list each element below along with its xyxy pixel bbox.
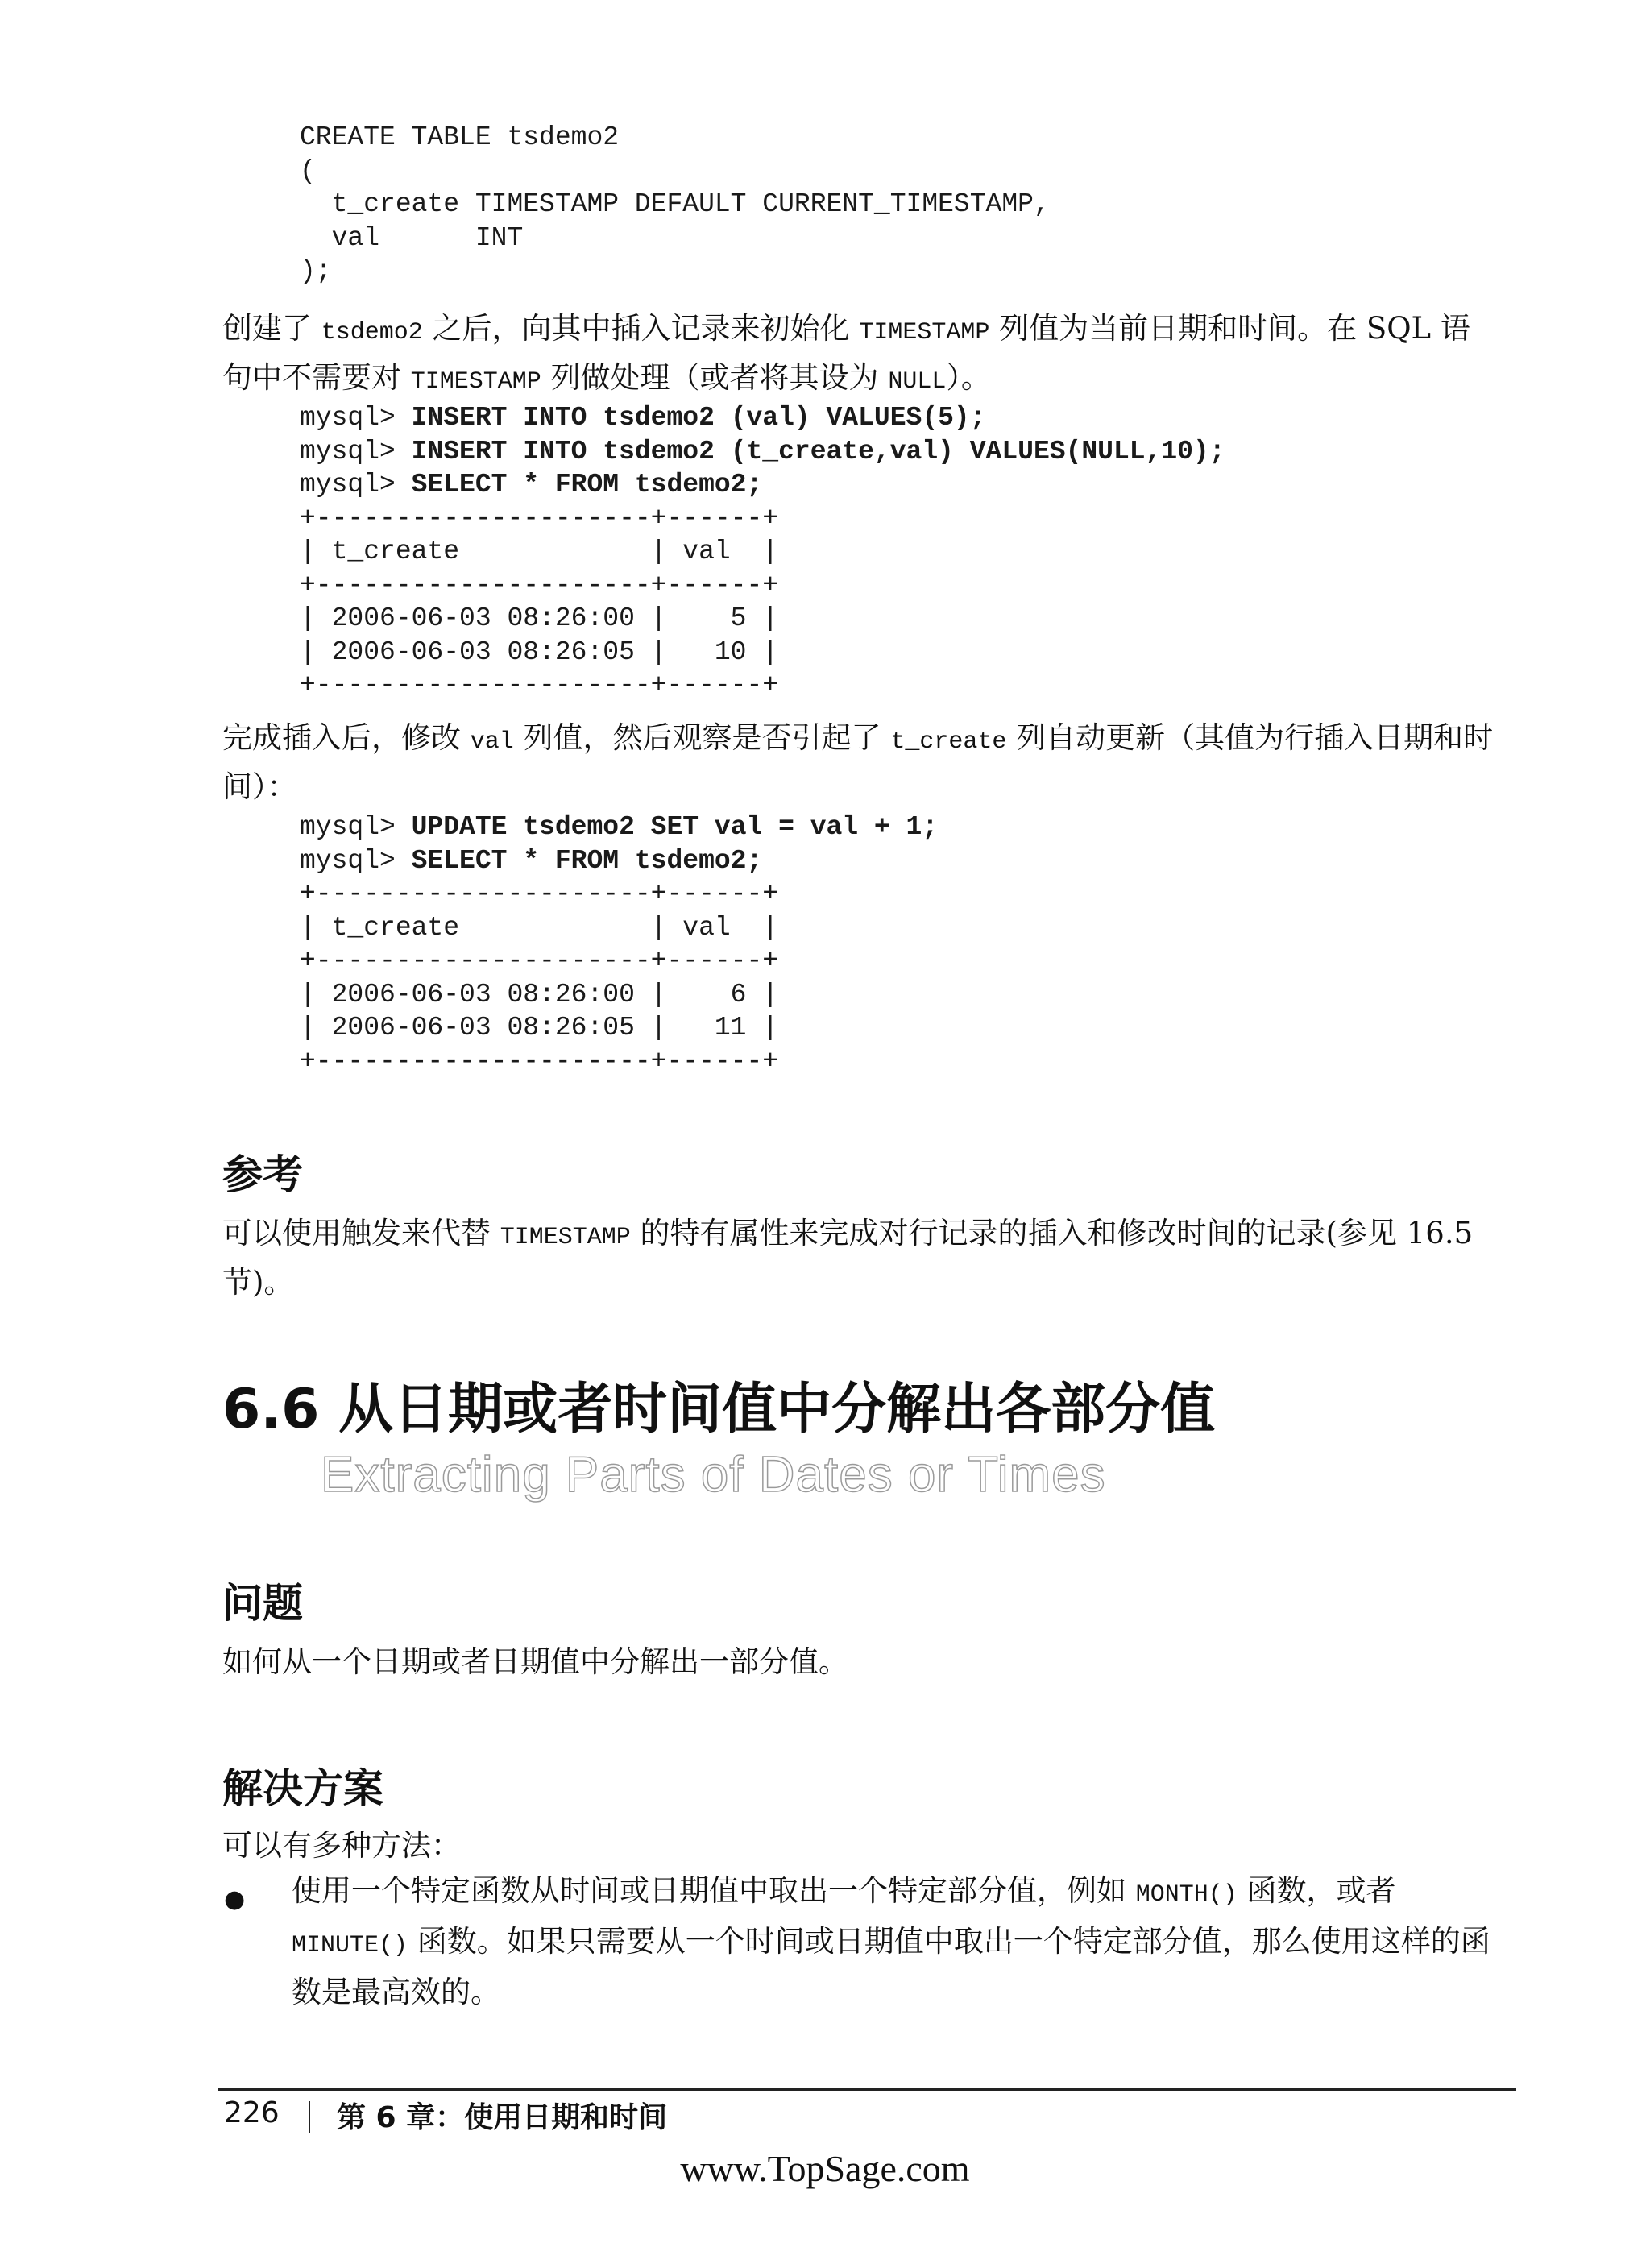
heading-reference: 参考 [222, 1151, 303, 1198]
footer-divider [218, 2088, 1516, 2091]
heading-solution: 解决方案 [222, 1765, 383, 1812]
chapter-title: 第 6 章：使用日期和时间 [337, 2101, 668, 2134]
result-table-1: +---------------------+------+ | t_create | val | +---------------------+------+ | 2006-06-03 08:26:00 | 5 | | 2006-06-03 08:26:05 | 10 | +---------------------+------+ [300, 503, 779, 700]
page-number: 226 [224, 2096, 280, 2129]
heading-problem: 问题 [222, 1580, 303, 1627]
website-watermark: www.TopSage.com [680, 2148, 970, 2189]
result-table-2: +---------------------+------+ | t_create | val | +---------------------+------+ | 2006-06-03 08:26:00 | 6 | | 2006-06-03 08:26:05 | 11 | +---------------------+------+ [300, 879, 779, 1076]
code-update-select: mysql> UPDATE tsdemo2 SET val = val + 1; mysql> SELECT * FROM tsdemo2; +---------------------+------+ | t_create | val | +---------------------+------+ | 2006-06-03 08:26:00 | 6 | | 2006-06-03 08:26:05 | 11 | +---------------------+------+ [300, 812, 939, 1076]
code-create-table: CREATE TABLE tsdemo2 ( t_create TIMESTAMP DEFAULT CURRENT_TIMESTAMP, val INT ); [300, 122, 1050, 286]
bullet-item-function: 使用一个特定函数从时间或日期值中取出一个特定部分值，例如 MONTH() 函数，或者 MINUTE() 函数。如果只需要从一个时间或日期值中取出一个特定部分值，那么使用这样的函数是最高效的。 [292, 1873, 1490, 2009]
paragraph-problem: 如何从一个日期或者日期值中分解出一部分值。 [222, 1644, 848, 1679]
section-subtitle: Extracting Parts of Dates or Times [321, 1447, 1106, 1503]
paragraph-update-intro: 完成插入后，修改 val 列值，然后观察是否引起了 t_create 列自动更新（其值为行插入日期和时间）： [222, 720, 1494, 804]
section-title: 6.6 从日期或者时间值中分解出各部分值 [222, 1378, 1216, 1441]
paragraph-solution: 可以有多种方法： [222, 1828, 461, 1863]
paragraph-reference: 可以使用触发来代替 TIMESTAMP 的特有属性来完成对行记录的插入和修改时间的记录(参见 16.5 节)。 [222, 1216, 1474, 1300]
code-insert-select: mysql> INSERT INTO tsdemo2 (val) VALUES(5); mysql> INSERT INTO tsdemo2 (t_create,val) VALUES(NULL,10); mysql> SELECT * FROM tsdemo2; +---------------------+------+ | t_create | val | +---------------------+------+ | 2006-06-03 08:26:00 | 5 | | 2006-06-03 08:26:05 | 10 | +---------------------+------+ [300, 403, 1225, 700]
footer-separator [309, 2101, 310, 2133]
paragraph-insert-intro: 创建了 tsdemo2 之后，向其中插入记录来初始化 TIMESTAMP 列值为当前日期和时间。在 SQL 语句中不需要对 TIMESTAMP 列做处理（或者将其设为 NULL）。 [222, 311, 1470, 396]
bullet-dot: ● [224, 1885, 246, 1913]
